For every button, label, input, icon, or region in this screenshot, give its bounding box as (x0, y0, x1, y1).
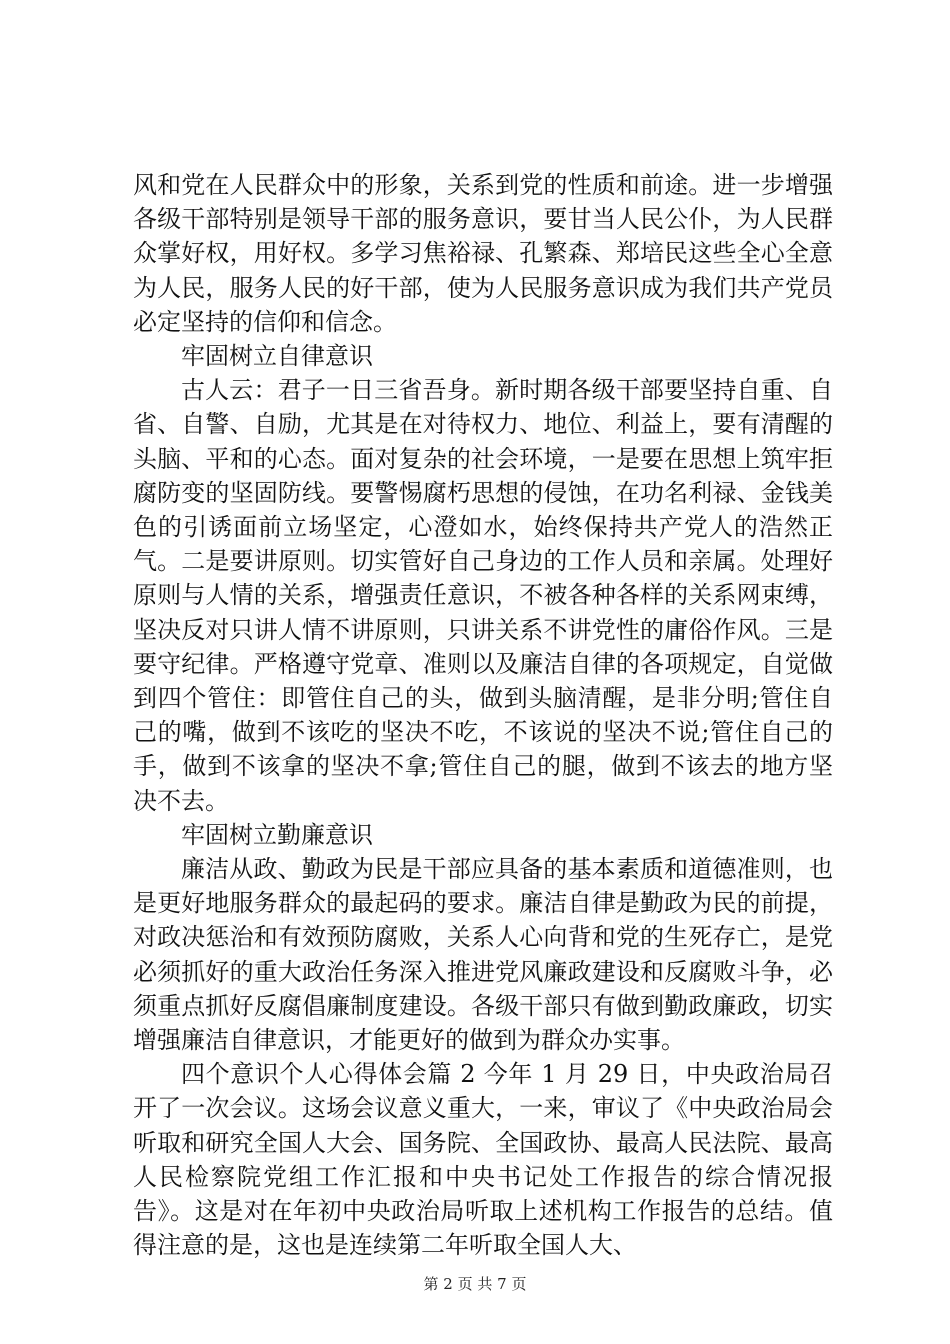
paragraph-continuation: 风和党在人民群众中的形象，关系到党的性质和前途。进一步增强各级干部特别是领导干部的服务意识，要甘当人民公仆，为人民群众掌好权，用好权。多学习焦裕禄、孔繁森、郑培民这些全心全意为人民，服务人民的好干部，使为人民服务意识成为我们共产党员必定坚持的信仰和信念。 (133, 171, 833, 336)
paragraph-self-discipline: 古人云：君子一日三省吾身。新时期各级干部要坚持自重、自省、自警、自励，尤其是在对待权力、地位、利益上，要有清醒的头脑、平和的心态。面对复杂的社会环境，一是要在思想上筑牢拒腐防变的坚固防线。要警惕腐朽思想的侵蚀，在功名利禄、金钱美色的引诱面前立场坚定，心澄如水，始终保持共产党人的浩然正气。二是要讲原则。切实管好自己身边的工作人员和亲属。处理好原则与人情的关系，增强责任意识，不被各种各样的关系网束缚，坚决反对只讲人情不讲原则，只讲关系不讲党性的庸俗作风。三是要守纪律。严格遵守党章、准则以及廉洁自律的各项规定，自觉做到四个管住：即管住自己的头，做到头脑清醒，是非分明;管住自己的嘴，做到不该吃的坚决不吃，不该说的坚决不说;管住自己的手，做到不该拿的坚决不拿;管住自己的腿，做到不该去的地方坚决不去。 (133, 376, 833, 815)
page-number-footer: 第 2 页 共 7 页 (423, 1275, 527, 1293)
document-body (133, 168, 833, 1263)
section-heading-self-discipline: 牢固树立自律意识 (181, 342, 373, 371)
section-heading-diligence-integrity: 牢固树立勤廉意识 (181, 820, 373, 849)
paragraph-diligence-integrity: 廉洁从政、勤政为民是干部应具备的基本素质和道德准则，也是更好地服务群众的最起码的要求。廉洁自律是勤政为民的前提，对政决惩治和有效预防腐败，关系人心向背和党的生死存亡，是党必须抓好的重大政治任务深入推进党风廉政建设和反腐败斗争，必须重点抓好反腐倡廉制度建设。各级干部只有做到勤政廉政，切实增强廉洁自律意识，才能更好的做到为群众办实事。 (133, 855, 833, 1055)
paragraph-article-two: 四个意识个人心得体会篇 2 今年 1 月 29 日，中央政治局召开了一次会议。这场会议意义重大，一来，审议了《中央政治局会听取和研究全国人大会、国务院、全国政协、最高人民法院、最高人民检察院党组工作汇报和中央书记处工作报告的综合情况报告》。这是对在年初中央政治局听取上述机构工作报告的总结。值得注意的是，这也是连续第二年听取全国人大、 (133, 1060, 833, 1260)
